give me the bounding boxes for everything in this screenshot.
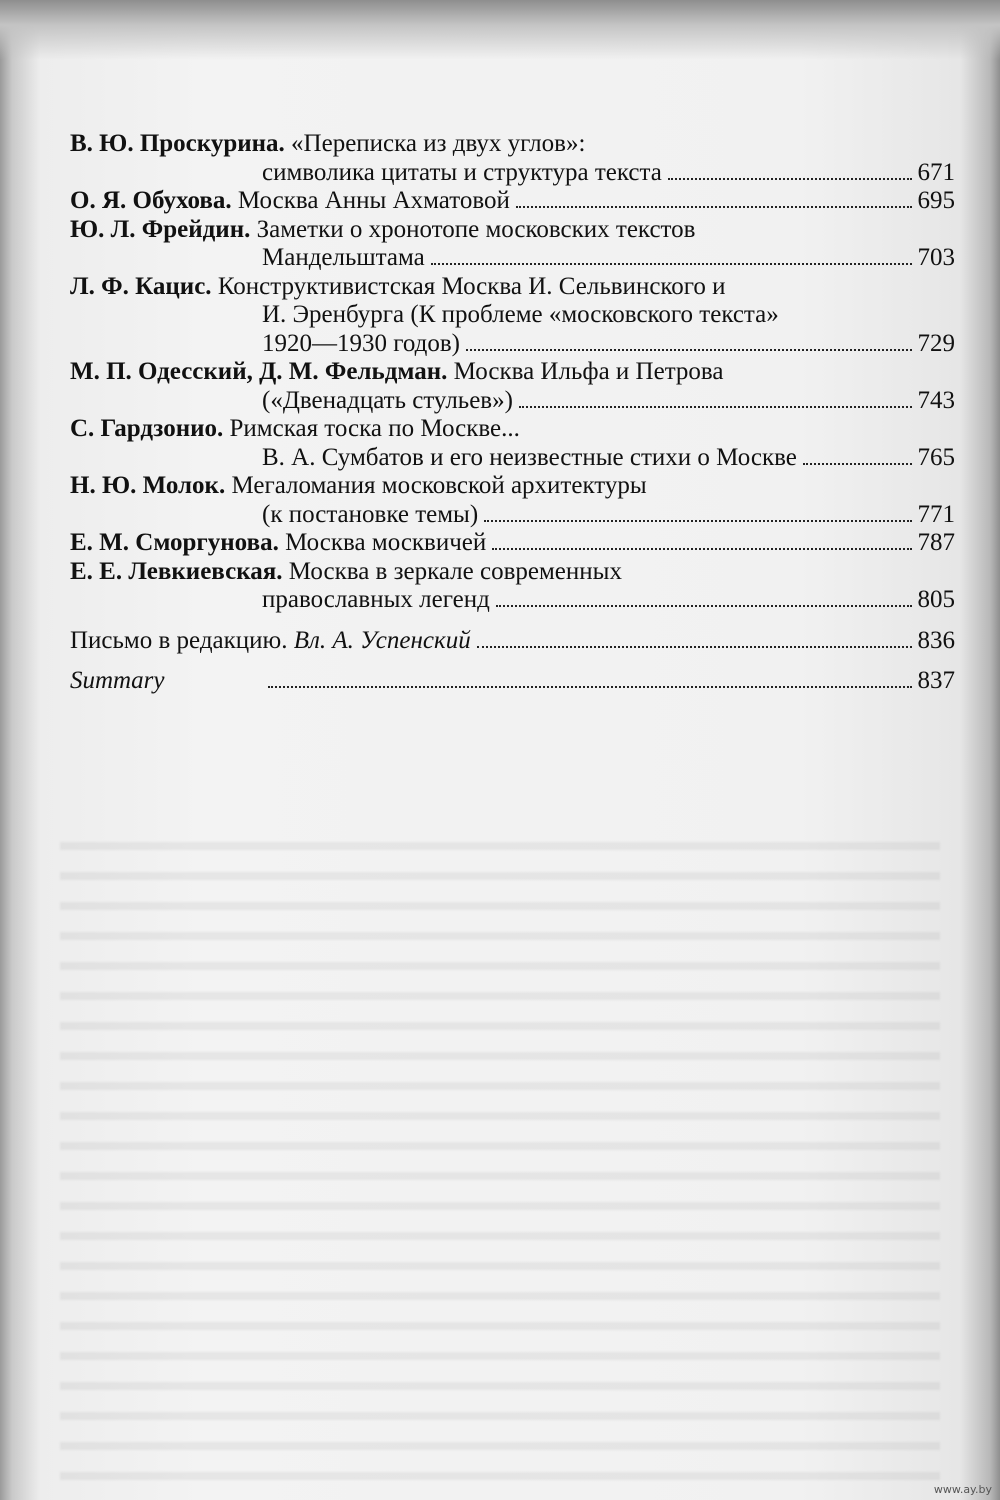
table-of-contents	[70, 130, 955, 696]
entry-title-line: Римская тоска по Москве...	[229, 415, 520, 442]
entry-author: М. П. Одесский, Д. М. Фельдман.	[70, 358, 448, 385]
entry-author: С. Гардзонио.	[70, 415, 224, 442]
entry-page-number: 743	[917, 386, 955, 414]
entry-title-line: Москва в зеркале современных	[288, 557, 622, 585]
entry-author: Н. Ю. Молок.	[70, 472, 226, 499]
leader-dots	[516, 206, 912, 208]
toc-entry	[70, 187, 955, 216]
entry-title-line: Заметки о хронотопе московских текстов	[256, 215, 696, 243]
entry-title-line: православных легенд	[262, 586, 490, 613]
letter-title: Письмо в редакцию.	[70, 626, 288, 654]
entry-title-line: символика цитаты и структура текста	[262, 158, 662, 186]
toc-entry	[70, 130, 955, 187]
leader-dots	[496, 605, 912, 607]
entry-page-number: 836	[917, 626, 955, 654]
entry-title-line: (к постановке темы)	[262, 500, 479, 528]
toc-entry	[70, 529, 955, 558]
entry-author: О. Я. Обухова.	[70, 187, 232, 214]
entry-title-line: Москва москвичей	[285, 529, 487, 556]
entry-title-line: Конструктивистская Москва И. Сельвинского и	[217, 272, 726, 300]
entry-title-line: В. А. Сумбатов и его неизвестные стихи о Москве	[262, 443, 797, 471]
entry-title-line: Мандельштама	[262, 244, 425, 271]
entry-title-line: Мегаломания московской архитектуры	[231, 472, 647, 499]
entry-title-line: И. Эренбурга (К проблеме «московского текста»	[262, 301, 779, 328]
toc-entry	[70, 415, 955, 472]
entry-author: В. Ю. Проскурина.	[70, 130, 285, 157]
toc-entry	[70, 358, 955, 415]
toc-entry	[70, 273, 955, 359]
leader-dots	[477, 646, 912, 648]
entry-page-number: 703	[917, 244, 955, 271]
entry-page-number: 671	[917, 158, 955, 186]
toc-entry-summary	[70, 667, 955, 696]
toc-entry	[70, 472, 955, 529]
toc-entry-letter	[70, 627, 955, 656]
entry-page-number: 837	[917, 667, 955, 694]
entry-page-number: 729	[917, 329, 955, 357]
leader-dots	[431, 263, 912, 265]
show-through-text	[60, 820, 940, 1480]
leader-dots	[268, 686, 912, 688]
entry-title-line: («Двенадцать стульев»)	[262, 386, 513, 414]
toc-entry	[70, 558, 955, 615]
entry-page-number: 805	[917, 586, 955, 613]
toc-entry	[70, 216, 955, 273]
entry-author: Л. Ф. Кацис.	[70, 272, 212, 300]
entry-title-line: Москва Ильфа и Петрова	[453, 358, 724, 385]
entry-page-number: 787	[917, 529, 955, 556]
entry-author: Е. Е. Левкиевская.	[70, 557, 283, 585]
entry-title-line: 1920—1930 годов)	[262, 329, 461, 357]
entry-title-line: Москва Анны Ахматовой	[237, 187, 510, 214]
letter-author: Вл. А. Успенский	[293, 626, 471, 654]
entry-title-line: «Переписка из двух углов»:	[291, 130, 586, 157]
leader-dots	[484, 520, 911, 522]
summary-title: Summary	[70, 667, 165, 694]
watermark: www.ay.by	[933, 1483, 992, 1496]
leader-dots	[803, 463, 912, 465]
leader-dots	[668, 178, 912, 180]
entry-author: Е. М. Сморгунова.	[70, 529, 279, 556]
entry-page-number: 771	[917, 500, 955, 528]
entry-page-number: 695	[917, 187, 955, 214]
leader-dots	[466, 349, 911, 351]
entry-author: Ю. Л. Фрейдин.	[70, 215, 251, 243]
leader-dots	[492, 548, 911, 550]
entry-page-number: 765	[917, 443, 955, 471]
leader-dots	[519, 406, 912, 408]
page-top-shadow	[0, 0, 1000, 60]
